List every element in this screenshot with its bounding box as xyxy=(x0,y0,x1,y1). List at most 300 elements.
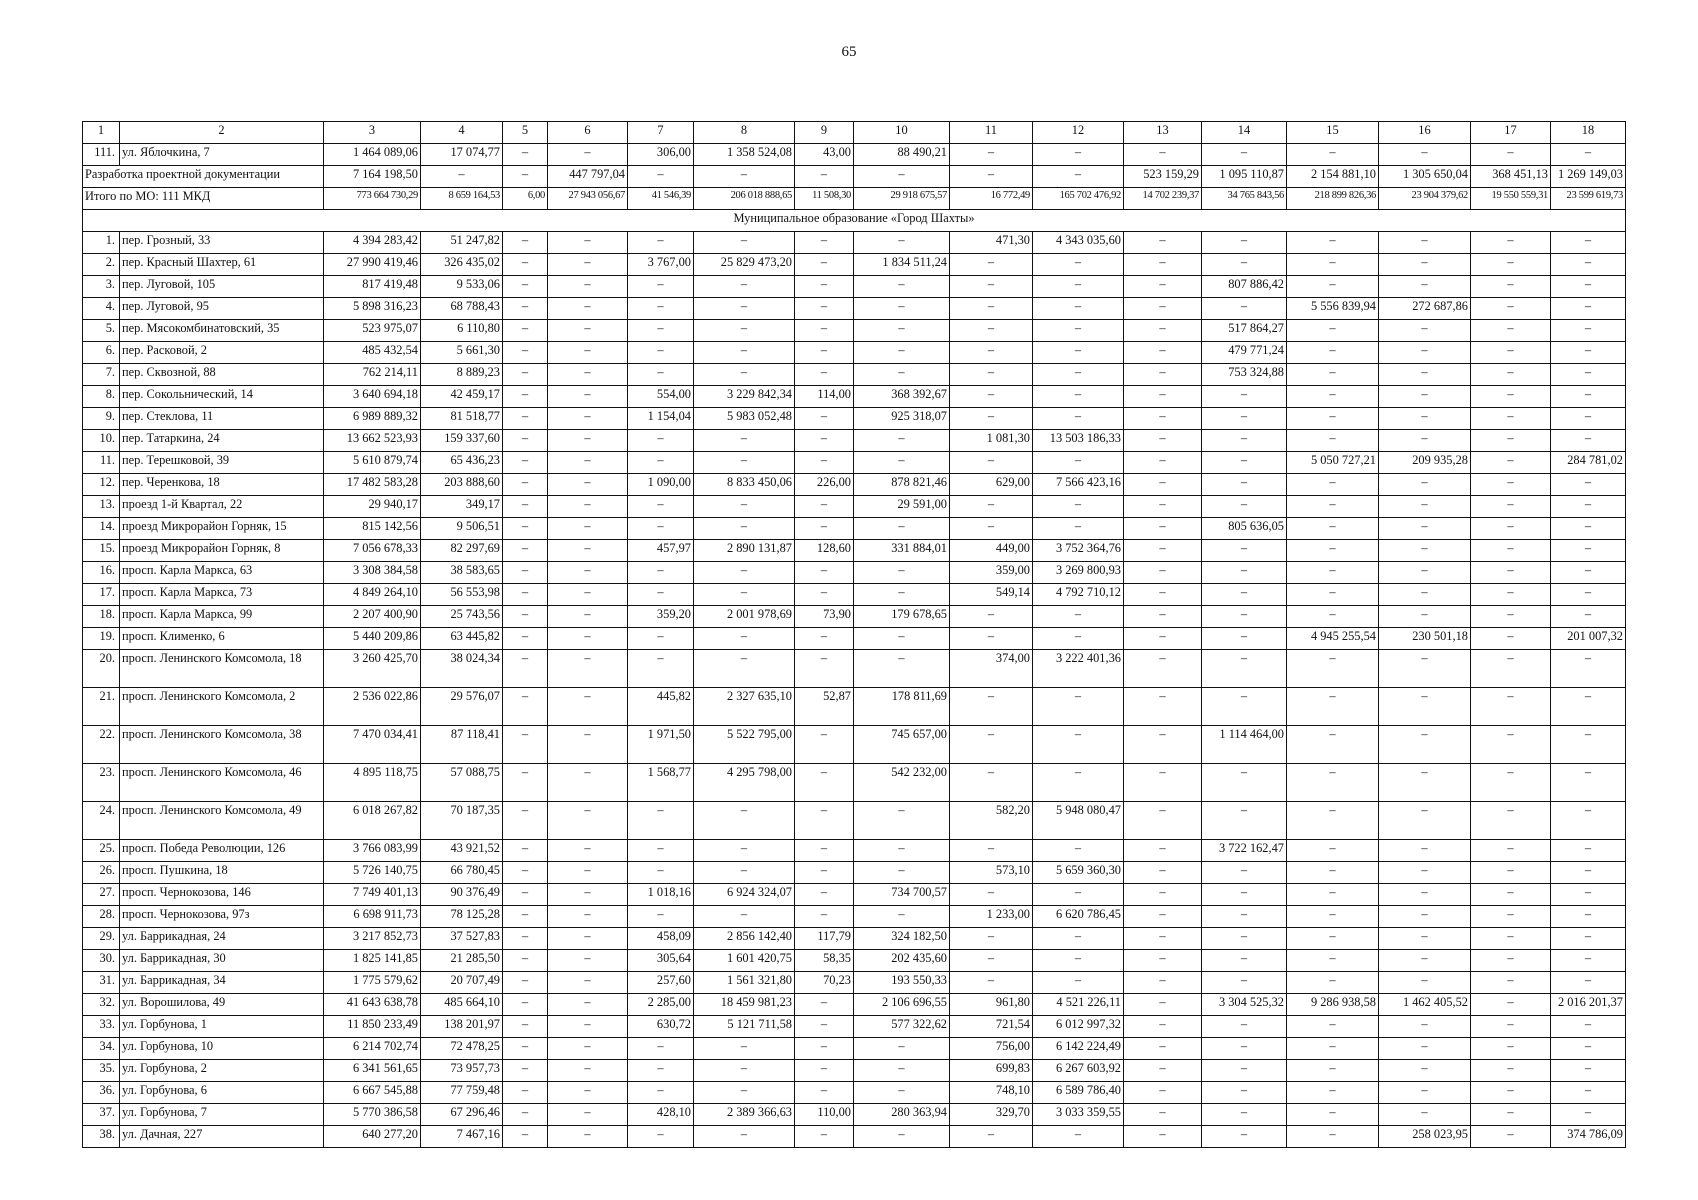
table-cell: – xyxy=(628,628,694,650)
table-cell: – xyxy=(628,584,694,606)
table-cell: – xyxy=(1033,408,1124,430)
table-row xyxy=(83,144,1626,166)
table-cell: 1 269 149,03 xyxy=(1551,166,1626,188)
table-cell: – xyxy=(795,840,854,862)
table-cell: – xyxy=(628,1060,694,1082)
table-cell: – xyxy=(1124,1104,1202,1126)
table-cell: – xyxy=(548,254,628,276)
table-cell: – xyxy=(1379,862,1471,884)
address: просп. Ленинского Комсомола, 46 xyxy=(120,764,324,802)
address: пер. Татаркина, 24 xyxy=(120,430,324,452)
address: проезд Микрорайон Горняк, 8 xyxy=(120,540,324,562)
address: просп. Ленинского Комсомола, 18 xyxy=(120,650,324,688)
table-row xyxy=(83,386,1626,408)
table-cell: – xyxy=(1124,688,1202,726)
table-cell: 2 856 142,40 xyxy=(694,928,795,950)
table-cell: 2 106 696,55 xyxy=(854,994,950,1016)
table-cell: – xyxy=(503,1060,548,1082)
address: пер. Красный Шахтер, 61 xyxy=(120,254,324,276)
table-cell: – xyxy=(503,452,548,474)
table-cell: 1 358 524,08 xyxy=(694,144,795,166)
table-cell: 773 664 730,29 xyxy=(324,188,421,210)
table-cell: 5 610 879,74 xyxy=(324,452,421,474)
table-cell: 4 394 283,42 xyxy=(324,232,421,254)
row-number: 32. xyxy=(83,994,120,1016)
table-cell: 7 056 678,33 xyxy=(324,540,421,562)
address: просп. Ленинского Комсомола, 38 xyxy=(120,726,324,764)
column-number: 4 xyxy=(421,122,503,144)
table-cell: – xyxy=(854,862,950,884)
table-cell: – xyxy=(1471,1038,1551,1060)
table-cell: – xyxy=(503,474,548,496)
table-cell: 961,80 xyxy=(950,994,1033,1016)
table-cell: 305,64 xyxy=(628,950,694,972)
table-cell: 523 975,07 xyxy=(324,320,421,342)
table-cell: 29 918 675,57 xyxy=(854,188,950,210)
table-cell: – xyxy=(1471,232,1551,254)
table-row xyxy=(83,1016,1626,1038)
table-cell: – xyxy=(1124,342,1202,364)
table-cell: – xyxy=(1124,408,1202,430)
table-cell: 1 095 110,87 xyxy=(1202,166,1287,188)
table-cell: 329,70 xyxy=(950,1104,1033,1126)
table-cell: – xyxy=(548,928,628,950)
table-cell: – xyxy=(795,254,854,276)
table-cell: 374,00 xyxy=(950,650,1033,688)
table-cell: – xyxy=(1287,1060,1379,1082)
table-cell: 3 217 852,73 xyxy=(324,928,421,950)
table-cell: 43,00 xyxy=(795,144,854,166)
table-cell: – xyxy=(1202,928,1287,950)
address: ул. Горбунова, 7 xyxy=(120,1104,324,1126)
table-cell: – xyxy=(1471,884,1551,906)
table-cell: – xyxy=(1287,650,1379,688)
table-cell: 38 583,65 xyxy=(421,562,503,584)
table-cell: – xyxy=(1033,950,1124,972)
table-cell: 5 983 052,48 xyxy=(694,408,795,430)
table-cell: 57 088,75 xyxy=(421,764,503,802)
table-cell: – xyxy=(694,342,795,364)
table-cell: – xyxy=(1471,452,1551,474)
row-number: 4. xyxy=(83,298,120,320)
table-cell: – xyxy=(1379,518,1471,540)
table-cell: – xyxy=(950,518,1033,540)
table-cell: – xyxy=(1551,1038,1626,1060)
table-cell: – xyxy=(1124,474,1202,496)
table-cell: – xyxy=(795,452,854,474)
table-row xyxy=(83,994,1626,1016)
table-row xyxy=(83,884,1626,906)
table-cell: – xyxy=(1124,802,1202,840)
table-cell: 458,09 xyxy=(628,928,694,950)
table-cell: – xyxy=(548,1060,628,1082)
table-cell: 485 664,10 xyxy=(421,994,503,1016)
table-cell: – xyxy=(628,518,694,540)
table-cell: 629,00 xyxy=(950,474,1033,496)
row-number: 29. xyxy=(83,928,120,950)
table-cell: 3 722 162,47 xyxy=(1202,840,1287,862)
table-cell: – xyxy=(503,364,548,386)
table-cell: 41 643 638,78 xyxy=(324,994,421,1016)
address: пер. Мясокомбинатовский, 35 xyxy=(120,320,324,342)
table-cell: 56 553,98 xyxy=(421,584,503,606)
table-cell: 117,79 xyxy=(795,928,854,950)
table-cell: – xyxy=(1124,950,1202,972)
table-cell: 6 018 267,82 xyxy=(324,802,421,840)
table-cell: 1 775 579,62 xyxy=(324,972,421,994)
table-cell: 807 886,42 xyxy=(1202,276,1287,298)
table-row xyxy=(83,298,1626,320)
table-cell: – xyxy=(1124,1126,1202,1148)
address: просп. Победа Революции, 126 xyxy=(120,840,324,862)
table-cell: 3 260 425,70 xyxy=(324,650,421,688)
table-cell: – xyxy=(1551,232,1626,254)
table-cell: – xyxy=(1471,994,1551,1016)
table-row xyxy=(83,1104,1626,1126)
column-number: 16 xyxy=(1379,122,1471,144)
table-cell: 3 033 359,55 xyxy=(1033,1104,1124,1126)
table-cell: 13 662 523,93 xyxy=(324,430,421,452)
table-cell: – xyxy=(950,928,1033,950)
table-cell: – xyxy=(694,1060,795,1082)
table-cell: – xyxy=(854,342,950,364)
table-cell: – xyxy=(1379,342,1471,364)
table-cell: – xyxy=(548,650,628,688)
table-cell: 258 023,95 xyxy=(1379,1126,1471,1148)
table-cell: – xyxy=(1287,540,1379,562)
row-number: 37. xyxy=(83,1104,120,1126)
address: пер. Сокольнический, 14 xyxy=(120,386,324,408)
table-cell: – xyxy=(854,298,950,320)
table-cell: 4 295 798,00 xyxy=(694,764,795,802)
table-cell: 1 090,00 xyxy=(628,474,694,496)
table-cell: – xyxy=(694,496,795,518)
table-cell: 1 018,16 xyxy=(628,884,694,906)
table-cell: 66 780,45 xyxy=(421,862,503,884)
table-cell: – xyxy=(694,232,795,254)
table-cell: – xyxy=(1124,430,1202,452)
table-cell: 34 765 843,56 xyxy=(1202,188,1287,210)
table-cell: 3 269 800,93 xyxy=(1033,562,1124,584)
table-cell: – xyxy=(854,430,950,452)
table-cell: – xyxy=(1124,726,1202,764)
table-cell: – xyxy=(950,840,1033,862)
table-cell: – xyxy=(1551,906,1626,928)
table-cell: 9 533,06 xyxy=(421,276,503,298)
table-cell: – xyxy=(1124,320,1202,342)
address: просп. Пушкина, 18 xyxy=(120,862,324,884)
table-cell: – xyxy=(1471,1016,1551,1038)
table-cell: 70,23 xyxy=(795,972,854,994)
table-cell: – xyxy=(694,1082,795,1104)
table-cell: – xyxy=(854,1082,950,1104)
table-cell: – xyxy=(1287,928,1379,950)
table-cell: – xyxy=(1124,364,1202,386)
table-cell: 128,60 xyxy=(795,540,854,562)
table-cell: – xyxy=(548,408,628,430)
table-cell: 6 341 561,65 xyxy=(324,1060,421,1082)
table-cell: – xyxy=(503,1082,548,1104)
address: ул. Ворошилова, 49 xyxy=(120,994,324,1016)
table-cell: 42 459,17 xyxy=(421,386,503,408)
table-row xyxy=(83,628,1626,650)
table-cell: – xyxy=(1287,764,1379,802)
table-row xyxy=(83,584,1626,606)
table-cell: – xyxy=(795,166,854,188)
table-cell: – xyxy=(548,474,628,496)
table-cell: 457,97 xyxy=(628,540,694,562)
total-row xyxy=(83,188,1626,210)
table-cell: – xyxy=(795,1016,854,1038)
table-cell: – xyxy=(1471,1060,1551,1082)
table-cell: 77 759,48 xyxy=(421,1082,503,1104)
column-number: 10 xyxy=(854,122,950,144)
column-number: 17 xyxy=(1471,122,1551,144)
table-cell: – xyxy=(1551,1016,1626,1038)
table-cell: – xyxy=(1379,1016,1471,1038)
table-cell: – xyxy=(1202,584,1287,606)
table-cell: – xyxy=(795,232,854,254)
table-cell: 6 620 786,45 xyxy=(1033,906,1124,928)
table-row xyxy=(83,496,1626,518)
table-cell: 7 470 034,41 xyxy=(324,726,421,764)
table-cell: – xyxy=(1202,802,1287,840)
address: пер. Грозный, 33 xyxy=(120,232,324,254)
table-cell: 368 392,67 xyxy=(854,386,950,408)
table-cell: – xyxy=(1551,862,1626,884)
table-cell: 699,83 xyxy=(950,1060,1033,1082)
table-cell: – xyxy=(1287,606,1379,628)
table-cell: – xyxy=(1471,1104,1551,1126)
table-cell: – xyxy=(503,606,548,628)
table-cell: 368 451,13 xyxy=(1471,166,1551,188)
column-number: 12 xyxy=(1033,122,1124,144)
table-cell: 29 940,17 xyxy=(324,496,421,518)
address: проезд Микрорайон Горняк, 15 xyxy=(120,518,324,540)
table-cell: 218 899 826,36 xyxy=(1287,188,1379,210)
table-cell: – xyxy=(1551,688,1626,726)
table-cell: – xyxy=(694,562,795,584)
table-cell: 359,20 xyxy=(628,606,694,628)
table-cell: – xyxy=(1124,584,1202,606)
address: пер. Луговой, 95 xyxy=(120,298,324,320)
table-row xyxy=(83,562,1626,584)
table-cell: 1 561 321,80 xyxy=(694,972,795,994)
table-cell: – xyxy=(503,144,548,166)
table-cell: – xyxy=(795,1060,854,1082)
table-cell: – xyxy=(1379,320,1471,342)
table-cell: – xyxy=(1033,276,1124,298)
table-cell: – xyxy=(503,562,548,584)
row-number: 35. xyxy=(83,1060,120,1082)
table-cell: – xyxy=(1124,452,1202,474)
housing-repair-table xyxy=(82,121,1626,1148)
row-number: 31. xyxy=(83,972,120,994)
table-cell: – xyxy=(548,884,628,906)
table-cell: – xyxy=(1379,840,1471,862)
table-cell: 13 503 186,33 xyxy=(1033,430,1124,452)
table-cell: 73 957,73 xyxy=(421,1060,503,1082)
table-cell: – xyxy=(795,562,854,584)
table-cell: – xyxy=(503,496,548,518)
table-row xyxy=(83,764,1626,802)
row-number: 30. xyxy=(83,950,120,972)
table-cell: – xyxy=(1379,540,1471,562)
table-cell: 73,90 xyxy=(795,606,854,628)
table-cell: 3 229 842,34 xyxy=(694,386,795,408)
table-cell: 359,00 xyxy=(950,562,1033,584)
table-cell: – xyxy=(503,320,548,342)
row-number: 9. xyxy=(83,408,120,430)
table-cell: – xyxy=(1202,1016,1287,1038)
table-cell: 58,35 xyxy=(795,950,854,972)
table-cell: 16 772,49 xyxy=(950,188,1033,210)
table-cell: – xyxy=(503,518,548,540)
table-cell: – xyxy=(1551,928,1626,950)
table-cell: – xyxy=(1202,496,1287,518)
table-cell: – xyxy=(548,430,628,452)
table-cell: 745 657,00 xyxy=(854,726,950,764)
table-cell: – xyxy=(503,726,548,764)
address: просп. Карла Маркса, 63 xyxy=(120,562,324,584)
column-number: 3 xyxy=(324,122,421,144)
table-cell: – xyxy=(854,518,950,540)
table-cell: – xyxy=(1379,972,1471,994)
table-cell: – xyxy=(950,764,1033,802)
table-cell: 753 324,88 xyxy=(1202,364,1287,386)
table-cell: – xyxy=(1202,1104,1287,1126)
table-row xyxy=(83,364,1626,386)
table-cell: – xyxy=(1287,950,1379,972)
table-cell: 817 419,48 xyxy=(324,276,421,298)
table-cell: – xyxy=(1287,254,1379,276)
table-cell: 1 834 511,24 xyxy=(854,254,950,276)
table-cell: – xyxy=(1379,1060,1471,1082)
table-row xyxy=(83,606,1626,628)
table-cell: – xyxy=(1287,972,1379,994)
table-cell: – xyxy=(503,1104,548,1126)
table-cell: 306,00 xyxy=(628,144,694,166)
address: просп. Чернокозова, 97з xyxy=(120,906,324,928)
table-cell: – xyxy=(503,298,548,320)
table-cell: – xyxy=(628,840,694,862)
column-number: 1 xyxy=(83,122,120,144)
table-cell: – xyxy=(628,1038,694,1060)
table-cell: 179 678,65 xyxy=(854,606,950,628)
table-cell: 5 661,30 xyxy=(421,342,503,364)
table-cell: – xyxy=(503,1016,548,1038)
table-cell: – xyxy=(1471,518,1551,540)
table-cell: – xyxy=(694,518,795,540)
column-number: 11 xyxy=(950,122,1033,144)
table-cell: – xyxy=(503,584,548,606)
table-cell: – xyxy=(1287,320,1379,342)
table-cell: – xyxy=(1471,606,1551,628)
table-cell: – xyxy=(1033,1126,1124,1148)
table-cell: – xyxy=(1033,144,1124,166)
table-cell: – xyxy=(694,906,795,928)
table-cell: – xyxy=(548,1038,628,1060)
table-cell: – xyxy=(1033,386,1124,408)
table-cell: – xyxy=(1202,1038,1287,1060)
table-cell: 87 118,41 xyxy=(421,726,503,764)
table-cell: 762 214,11 xyxy=(324,364,421,386)
table-cell: – xyxy=(1379,1104,1471,1126)
table-cell: – xyxy=(1379,906,1471,928)
table-cell: – xyxy=(1471,650,1551,688)
table-cell: 748,10 xyxy=(950,1082,1033,1104)
table-cell: – xyxy=(548,562,628,584)
table-cell: 23 904 379,62 xyxy=(1379,188,1471,210)
table-cell: 90 376,49 xyxy=(421,884,503,906)
table-cell: – xyxy=(1287,802,1379,840)
table-cell: – xyxy=(1287,232,1379,254)
table-cell: 925 318,07 xyxy=(854,408,950,430)
design-docs-row xyxy=(83,166,1626,188)
address: просп. Карла Маркса, 99 xyxy=(120,606,324,628)
table-cell: – xyxy=(1124,650,1202,688)
table-cell: – xyxy=(1033,518,1124,540)
table-cell: – xyxy=(1379,1038,1471,1060)
table-cell: 27 943 056,67 xyxy=(548,188,628,210)
table-cell: – xyxy=(1471,342,1551,364)
table-cell: – xyxy=(854,802,950,840)
table-cell: 78 125,28 xyxy=(421,906,503,928)
table-cell: 3 767,00 xyxy=(628,254,694,276)
row-number: 11. xyxy=(83,452,120,474)
table-cell: – xyxy=(950,496,1033,518)
section-title: Муниципальное образование «Город Шахты» xyxy=(83,210,1626,232)
table-cell: 449,00 xyxy=(950,540,1033,562)
table-cell: – xyxy=(1202,144,1287,166)
table-cell: – xyxy=(1379,562,1471,584)
table-cell: – xyxy=(1551,726,1626,764)
row-number: 5. xyxy=(83,320,120,342)
table-cell: – xyxy=(628,802,694,840)
address: ул. Горбунова, 1 xyxy=(120,1016,324,1038)
table-cell: 577 322,62 xyxy=(854,1016,950,1038)
table-row xyxy=(83,688,1626,726)
table-cell: – xyxy=(1202,688,1287,726)
table-cell: – xyxy=(548,1126,628,1148)
table-cell: 5 898 316,23 xyxy=(324,298,421,320)
table-cell: – xyxy=(1551,364,1626,386)
table-row xyxy=(83,1038,1626,1060)
table-cell: 640 277,20 xyxy=(324,1126,421,1148)
table-cell: 67 296,46 xyxy=(421,1104,503,1126)
table-cell: 18 459 981,23 xyxy=(694,994,795,1016)
table-row xyxy=(83,540,1626,562)
table-cell: – xyxy=(503,840,548,862)
table-cell: 523 159,29 xyxy=(1124,166,1202,188)
table-cell: – xyxy=(1471,764,1551,802)
table-cell: 445,82 xyxy=(628,688,694,726)
table-cell: – xyxy=(1379,928,1471,950)
table-cell: 11 850 233,49 xyxy=(324,1016,421,1038)
table-cell: 7 566 423,16 xyxy=(1033,474,1124,496)
table-cell: – xyxy=(1551,496,1626,518)
table-cell: – xyxy=(1287,1104,1379,1126)
row-number: 14. xyxy=(83,518,120,540)
table-cell: 6 142 224,49 xyxy=(1033,1038,1124,1060)
table-cell: – xyxy=(628,562,694,584)
table-cell: 573,10 xyxy=(950,862,1033,884)
table-cell: 1 081,30 xyxy=(950,430,1033,452)
table-cell: – xyxy=(503,802,548,840)
table-cell: – xyxy=(1379,802,1471,840)
table-row xyxy=(83,1126,1626,1148)
table-cell: 485 432,54 xyxy=(324,342,421,364)
